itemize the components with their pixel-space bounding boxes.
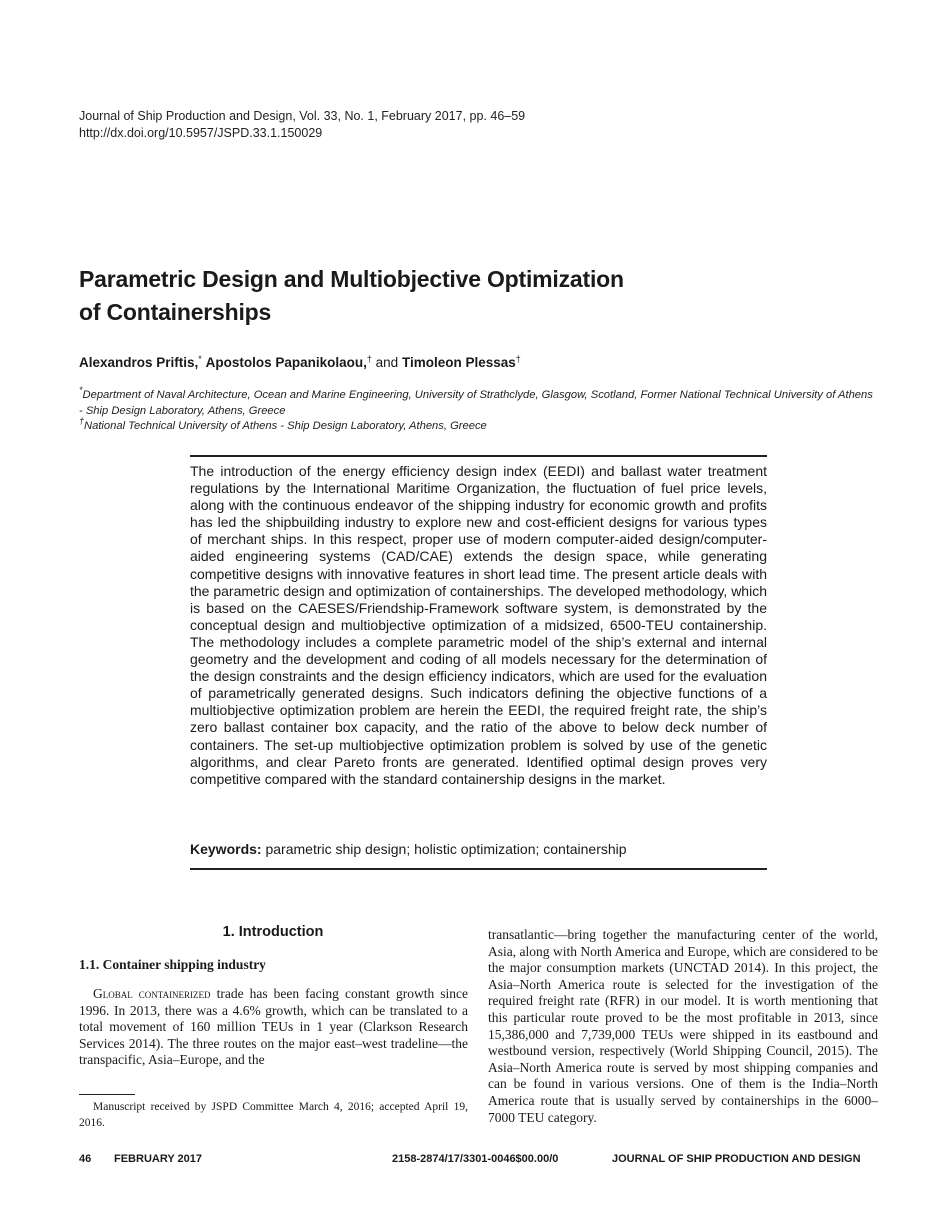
abstract-bottom-rule	[190, 868, 767, 870]
journal-name: JOURNAL OF SHIP PRODUCTION AND DESIGN	[612, 1153, 861, 1165]
author-name: Timoleon Plessas	[401, 355, 516, 370]
keywords-list: parametric ship design; holistic optimization; containership	[265, 841, 627, 857]
author-name: Apostolos Papanikolaou,	[205, 355, 367, 370]
footnote-rule	[79, 1094, 135, 1095]
subsection-heading: 1.1. Container shipping industry	[79, 957, 266, 972]
title-line-2: of Containerships	[79, 299, 272, 325]
author-list	[79, 354, 521, 372]
paragraph-text: trade has been facing constant growth since 1996. In 2013, there was a 4.6% growth, which can be translated to a total movement of 160 million TEUs in 1 year (Clarkson Research Services 2014). The three routes on the major east–west tradeline—the transpacific, Asia–Europe, and the	[79, 986, 468, 1068]
body-paragraph-right: transatlantic—bring together the manufacturing center of the world, Asia, along with North America and Europe, which are considered to be the major consumption markets (UNCTAD 2014). In this project, the Asia–North America route is selected for the investigation of the required freight rate (RFR) in our model. It is worth mentioning that this particular route proved to be the most profitable in 2013, since 15,386,000 and 7,739,000 TEUs were shipped in its eastbound and westbound version, respectively (World Shipping Council, 2015). The Asia–North America route is served by most shipping companies and can be found in various versions. One of them is the India–North America route that is usually served by containerships in the 6000–7000 TEU category.	[488, 927, 878, 1125]
author-name: Alexandros Priftis,	[79, 355, 199, 370]
affiliation-2	[79, 418, 879, 434]
body-paragraph-left	[79, 986, 468, 1069]
title-line-1: Parametric Design and Multiobjective Optimization	[79, 266, 624, 292]
abstract-text: The introduction of the energy efficiency design index (EEDI) and ballast water treatment regulations by the International Maritime Organization, the fluctuation of fuel price levels, along with the continuous endeavor of the shipping industry for economic growth and profits has led the shipbuilding industry to explore new and cost-efficient designs for various types of merchant ships. In this respect, proper use of modern computer-aided design/computer-aided engineering systems (CAD/CAE) extends the design space, while generating competitive designs with innovative features in short lead time. The present article deals with the parametric design and optimization of containerships. The developed methodology, which is based on the CAESES/Friendship-Framework software system, is demonstrated by the conceptual design and multiobjective optimization of a midsized, 6500-TEU containership. The methodology includes a complete parametric model of the ship’s external and internal geometry and the development and coding of all models necessary for the determination of the design constraints and the design efficiency indicators, which are used for the evaluation of parametrically generated designs. Such indicators defining the objective functions of a multiobjective optimization problem are herein the EEDI, the required freight rate, the ship’s zero ballast container box capacity, and the ratio of the above to below deck number of containers. The set-up multiobjective optimization problem is solved by use of the genetic algorithms, and clear Pareto fronts are generated. Identified optimal design proves very competitive compared with the standard containership designs in the market.	[190, 463, 767, 787]
journal-citation: Journal of Ship Production and Design, Vol. 33, No. 1, February 2017, pp. 46–59	[79, 109, 526, 123]
keywords-label: Keywords:	[190, 841, 262, 857]
affiliation-text: National Technical University of Athens - Ship Design Laboratory, Athens, Greece	[84, 420, 487, 432]
lead-in-words: Global containerized	[93, 986, 211, 1001]
affiliation-mark: *	[198, 354, 202, 364]
affiliation-mark: †	[366, 354, 372, 364]
abstract-top-rule	[190, 455, 767, 457]
affiliation-mark: *	[79, 385, 83, 395]
section-heading: 1. Introduction	[222, 924, 324, 940]
issue-date: FEBRUARY 2017	[114, 1153, 203, 1165]
affiliation-1	[79, 387, 879, 419]
keywords	[190, 840, 790, 858]
affiliation-text: Department of Naval Architecture, Ocean and Marine Engineering, University of Strathclyde, Glasgow, Scotland, Former National Technical University of Athens - Ship Design Laboratory, Athens, Greece	[79, 389, 873, 417]
affiliation-mark: †	[515, 354, 521, 364]
page-number: 46	[79, 1153, 92, 1165]
affiliation-mark: †	[79, 416, 85, 426]
issn-code: 2158-2874/17/3301-0046$00.00/0	[392, 1153, 559, 1165]
footnote: Manuscript received by JSPD Committee March 4, 2016; accepted April 19, 2016.	[79, 1101, 468, 1129]
author-conjunction: and	[375, 355, 399, 370]
article-title	[79, 263, 799, 329]
doi-link[interactable]: http://dx.doi.org/10.5957/JSPD.33.1.150029	[79, 126, 323, 140]
